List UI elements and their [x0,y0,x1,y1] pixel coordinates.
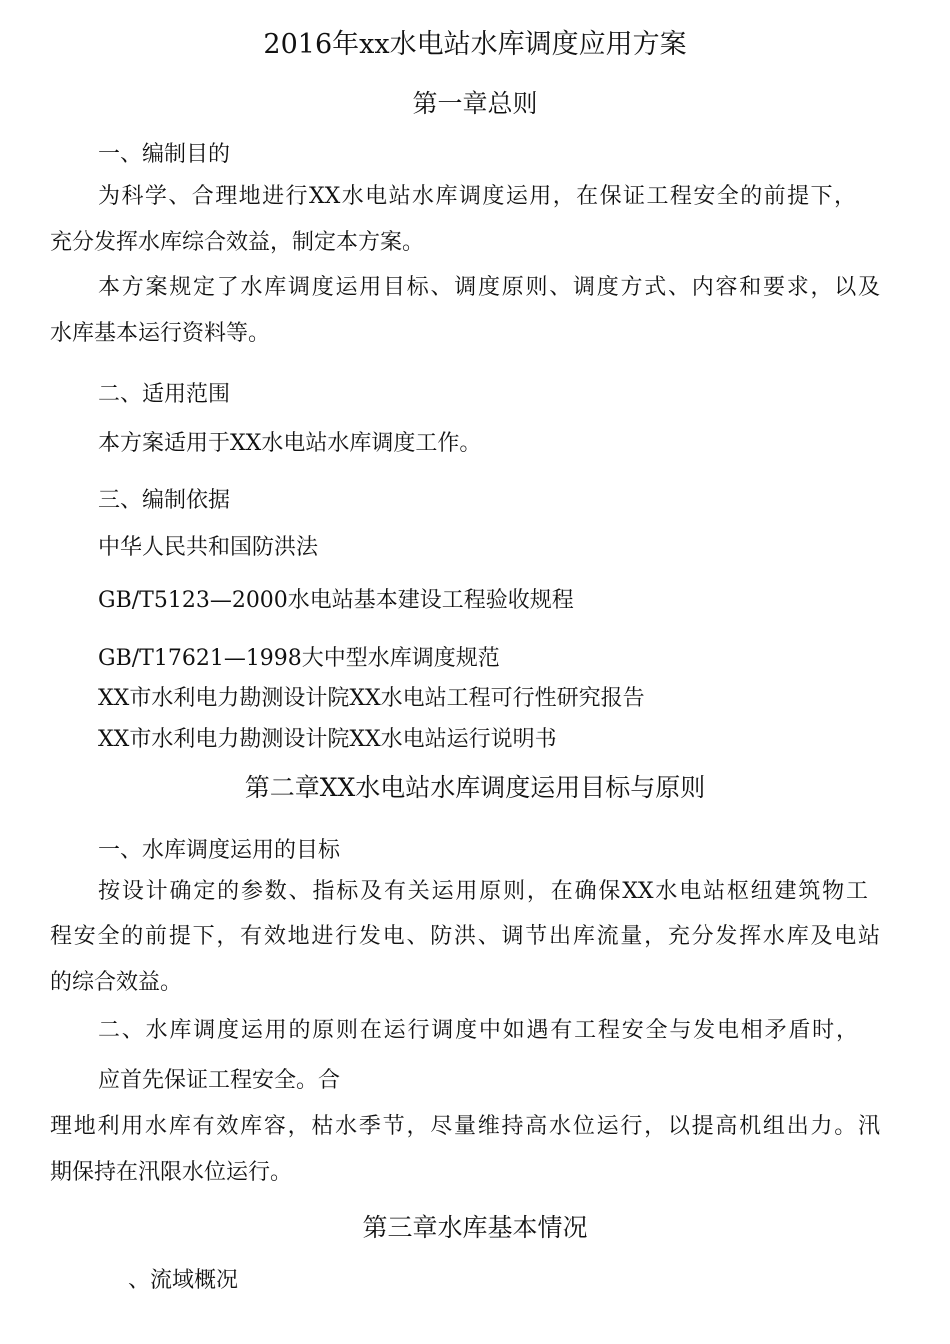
paragraph-line: 应首先保证工程安全。合 [98,1068,341,1093]
chapter-3-heading: 第三章水库基本情况 [362,1213,588,1242]
paragraph-line: 水库基本运行资料等。 [50,321,271,346]
chapter-2-heading: 第二章XX水电站水库调度运用目标与原则 [244,773,706,802]
section-heading-purpose: 一、编制目的 [98,142,231,167]
section-heading-basin: 、流域概况 [128,1268,239,1293]
paragraph-line: 充分发挥水库综合效益，制定本方案。 [50,230,425,255]
section-heading-scope: 二、适用范围 [98,382,231,407]
paragraph-line: 按设计确定的参数、指标及有关运用原则，在确保XX水电站枢纽建筑物工 [98,879,868,904]
reference-item: 中华人民共和国防洪法 [98,535,319,560]
paragraph-line: 期保持在汛限水位运行。 [50,1160,293,1185]
chapter-1-heading: 第一章总则 [412,89,538,118]
reference-item: GB/T5123—2000水电站基本建设工程验收规程 [98,588,574,613]
reference-item: XX市水利电力勘测设计院XX水电站运行说明书 [98,727,557,752]
paragraph-line: 本方案规定了水库调度运用目标、调度原则、调度方式、内容和要求，以及 [98,275,880,300]
paragraph-line: 的综合效益。 [50,970,183,995]
paragraph-line: 为科学、合理地进行XX水电站水库调度运用，在保证工程安全的前提下， [98,184,856,209]
section-heading-basis: 三、编制依据 [98,488,231,513]
section-heading-goal: 一、水库调度运用的目标 [98,838,341,863]
paragraph-line: 理地利用水库有效库容，枯水季节，尽量维持高水位运行，以提高机组出力。汛 [50,1114,880,1139]
paragraph-line: 本方案适用于XX水电站水库调度工作。 [98,431,482,456]
reference-item: XX市水利电力勘测设计院XX水电站工程可行性研究报告 [98,686,645,711]
document-title: 2016年xx水电站水库调度应用方案 [263,29,687,60]
reference-item: GB/T17621—1998大中型水库调度规范 [98,646,500,671]
paragraph-line: 二、水库调度运用的原则在运行调度中如遇有工程安全与发电相矛盾时， [98,1018,858,1043]
paragraph-line: 程安全的前提下，有效地进行发电、防洪、调节出库流量，充分发挥水库及电站 [50,924,880,949]
